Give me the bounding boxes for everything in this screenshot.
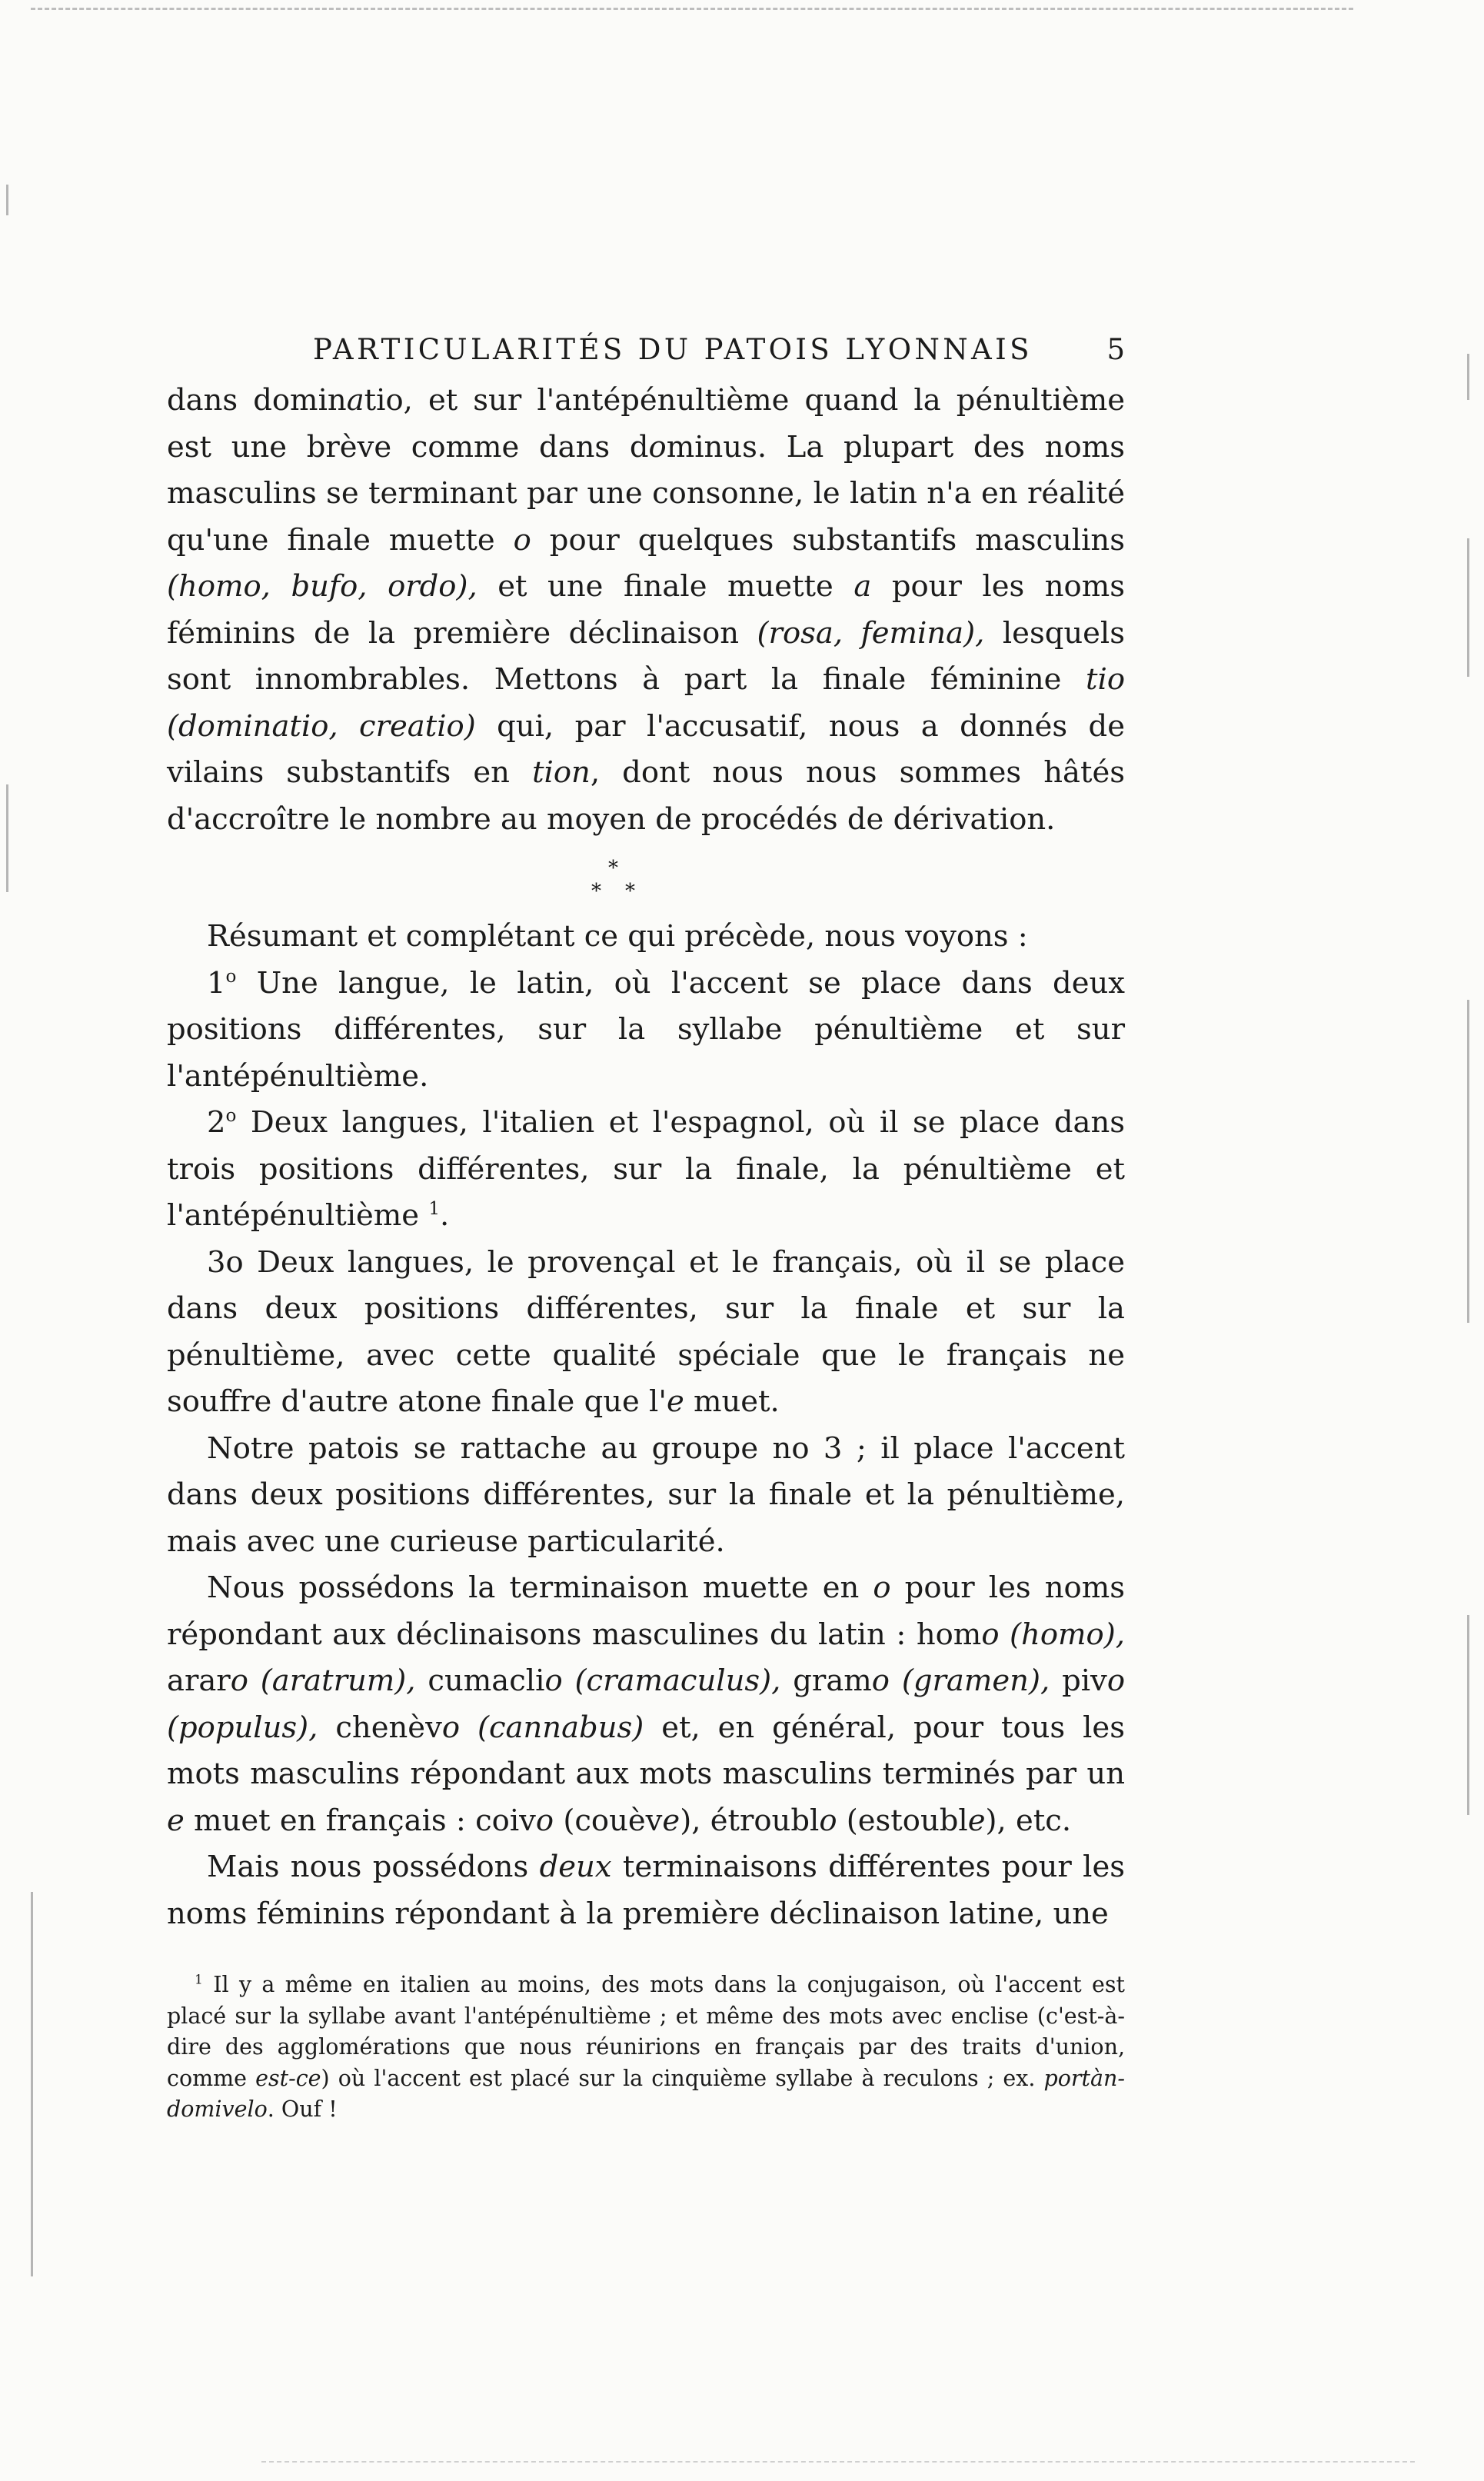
italic-text: deux [539,1850,612,1884]
paragraph-list-item [167,1240,1125,1426]
text: 3o Deux langues, le provençal et le français, où il se place dans deux positions différentes, sur la finale et sur la pénultième, avec cette qualité spéciale que le français ne souffre d'autre atone finale que l' [167,1244,1125,1419]
italic-text: o [513,522,531,558]
asterism-star: * [625,880,635,903]
text: pour les noms féminins de la première déclinaison [167,569,1125,651]
text: (couèv [554,1803,663,1838]
italic-text: o [981,1617,1000,1652]
scan-mark [6,185,8,215]
text: muet. [684,1384,780,1419]
text: et une finale muette [477,569,854,604]
italic-text: (cannabus) [477,1710,644,1745]
italic-text: portàn-domivelo [167,2065,1125,2122]
italic-text: o [230,1663,248,1698]
scan-mark [1467,1000,1469,1323]
text: Deux langues, l'italien et l'espagnol, où il se place dans trois positions différentes, sur la finale, la pénultième et l'antépénultième [167,1105,1125,1233]
text: pour quelques substantifs masculins [531,522,1125,558]
paragraph: Notre patois se rattache au groupe no 3 ; il place l'accent dans deux positions différentes, sur la finale et la pénultième, mais avec une curieuse particularité. [167,1430,1125,1559]
paragraph [167,1844,1125,1937]
text [248,1663,261,1698]
paragraph [167,1565,1125,1844]
scan-mark [1467,354,1469,400]
italic-text: (homo, bufo, ordo), [167,569,477,604]
text: Une langue, le latin, où l'accent se place dans deux positions différentes, sur la syllabe pénultième et sur l'antépénultième. [167,965,1125,1094]
italic-text: o [544,1663,563,1698]
text: gram [780,1663,872,1698]
italic-text: o [1106,1663,1125,1698]
italic-text: (cramaculus), [574,1663,781,1698]
text: ), étroubl [680,1803,820,1838]
paragraph-list-item [167,1100,1125,1240]
text [563,1663,575,1698]
text: muet en français : coiv [184,1803,536,1838]
italic-text: (homo), [1010,1617,1125,1652]
footnotes [167,1970,1125,2126]
asterism-star: * [608,857,618,880]
scan-mark [1467,1615,1469,1815]
text: arar [167,1663,231,1698]
scan-mark [6,784,8,892]
italic-text: o [441,1710,461,1745]
paragraph: dans dominatio, et sur l'antépénultième quand la pénultième est une brève comme dans dominus. La plupart des noms masculins se terminant par une consonne, le latin n'a en réalité qu'une finale muette o pour quelques substantifs masculins (homo, bufo, ordo), et une finale muette a pour les noms féminins de la première déclinaison (rosa, femina), lesquels sont innombrables. Mettons à part la finale féminine tio (dominatio, creatio) qui, par l'accusatif, nous a donnés de vilains substantifs en tion, dont nous nous sommes hâtés d'accroître le nombre au moyen de procédés de dérivation. [167,383,1125,837]
text [460,1710,477,1745]
text: (estoubl [837,1803,968,1838]
italic-text: e [662,1803,680,1838]
text: terminaisons différentes pour les noms féminins répondant à la première déclinaison latine, une [167,1850,1125,1931]
text: ) où l'accent est placé sur la cinquième syllabe à reculons ; ex. [321,2065,1044,2091]
text: chenèv [318,1710,442,1745]
italic-text: tio (dominatio, creatio) [167,662,1125,744]
text: ), etc. [985,1803,1072,1838]
text: et, en général, pour tous les mots masculins répondant aux mots masculins terminés par un [167,1710,1125,1791]
text: , dont nous nous sommes hâtés d'accroître le nombre au moyen de procédés de dérivation. [167,755,1125,837]
footnote-ref: 1 [428,1199,441,1220]
text: lesquels sont innombrables. Mettons à part la finale féminine [167,615,1125,697]
scan-edge-bottom [261,2461,1415,2463]
text: Mais nous possédons [207,1850,540,1884]
text: 1 [207,965,226,1001]
text: dans domin [167,383,347,418]
text [1000,1617,1010,1652]
italic-text: e [666,1384,684,1419]
page-number: 5 [1106,333,1125,366]
asterism [167,854,1125,914]
text: . Ouf ! [267,2096,338,2122]
italic-text: (populus), [167,1710,318,1745]
text: piv [1050,1663,1107,1698]
page [167,327,1125,2126]
text: pour les noms répondant aux déclinaisons masculines du latin : hom [167,1570,1125,1652]
italic-text: o [648,429,667,465]
text: Nous possédons la terminaison muette en [207,1570,873,1605]
italic-text: o [873,1570,891,1605]
running-header [167,327,1125,378]
italic-text: e [967,1803,986,1838]
italic-text: a [346,383,364,418]
footnote-number: 1 [195,1972,203,1988]
text: Il y a même en italien au moins, des mots dans la conjugaison, où l'accent est placé sur la syllabe avant l'antépénultième ; et même des mots avec enclise (c'est-à-dire des agglomérations que nous réunirions en français par des traits d'union, comme [167,1972,1125,2091]
text: minus. La plupart des noms masculins se terminant par une consonne, le latin n'a en réalité qu'une finale muette [167,429,1125,558]
italic-text: est-ce [255,2065,321,2091]
text: 2 [207,1105,226,1140]
paragraph-list-item [167,961,1125,1101]
italic-text: (rosa, femina), [757,615,985,651]
scan-mark [31,1892,33,2276]
asterism-star: * [591,880,601,903]
text: cumacli [415,1663,545,1698]
text: . [440,1198,450,1233]
footnote [167,1970,1125,2126]
italic-text: (gramen), [901,1663,1050,1698]
superscript: o [225,966,237,987]
scan-edge-top [31,8,1353,10]
italic-text: (aratrum), [260,1663,416,1698]
italic-text: e [167,1803,185,1838]
scan-mark [1467,538,1469,677]
text [890,1663,902,1698]
text: qui, par l'accusatif, nous a donnés de vilains substantifs en [167,708,1125,790]
italic-text: a [853,569,872,604]
italic-text: o [819,1803,837,1838]
text: tio, et sur l'antépénultième quand la pénultième est une brève comme dans [167,383,1125,465]
italic-text: tion [532,755,591,790]
paragraph: Résumant et complétant ce qui précède, nous voyons : [207,919,1028,954]
italic-text: o [535,1803,554,1838]
superscript: o [225,1106,237,1127]
running-title: PARTICULARITÉS DU PATOIS LYONNAIS [313,333,1033,366]
italic-text: o [871,1663,890,1698]
